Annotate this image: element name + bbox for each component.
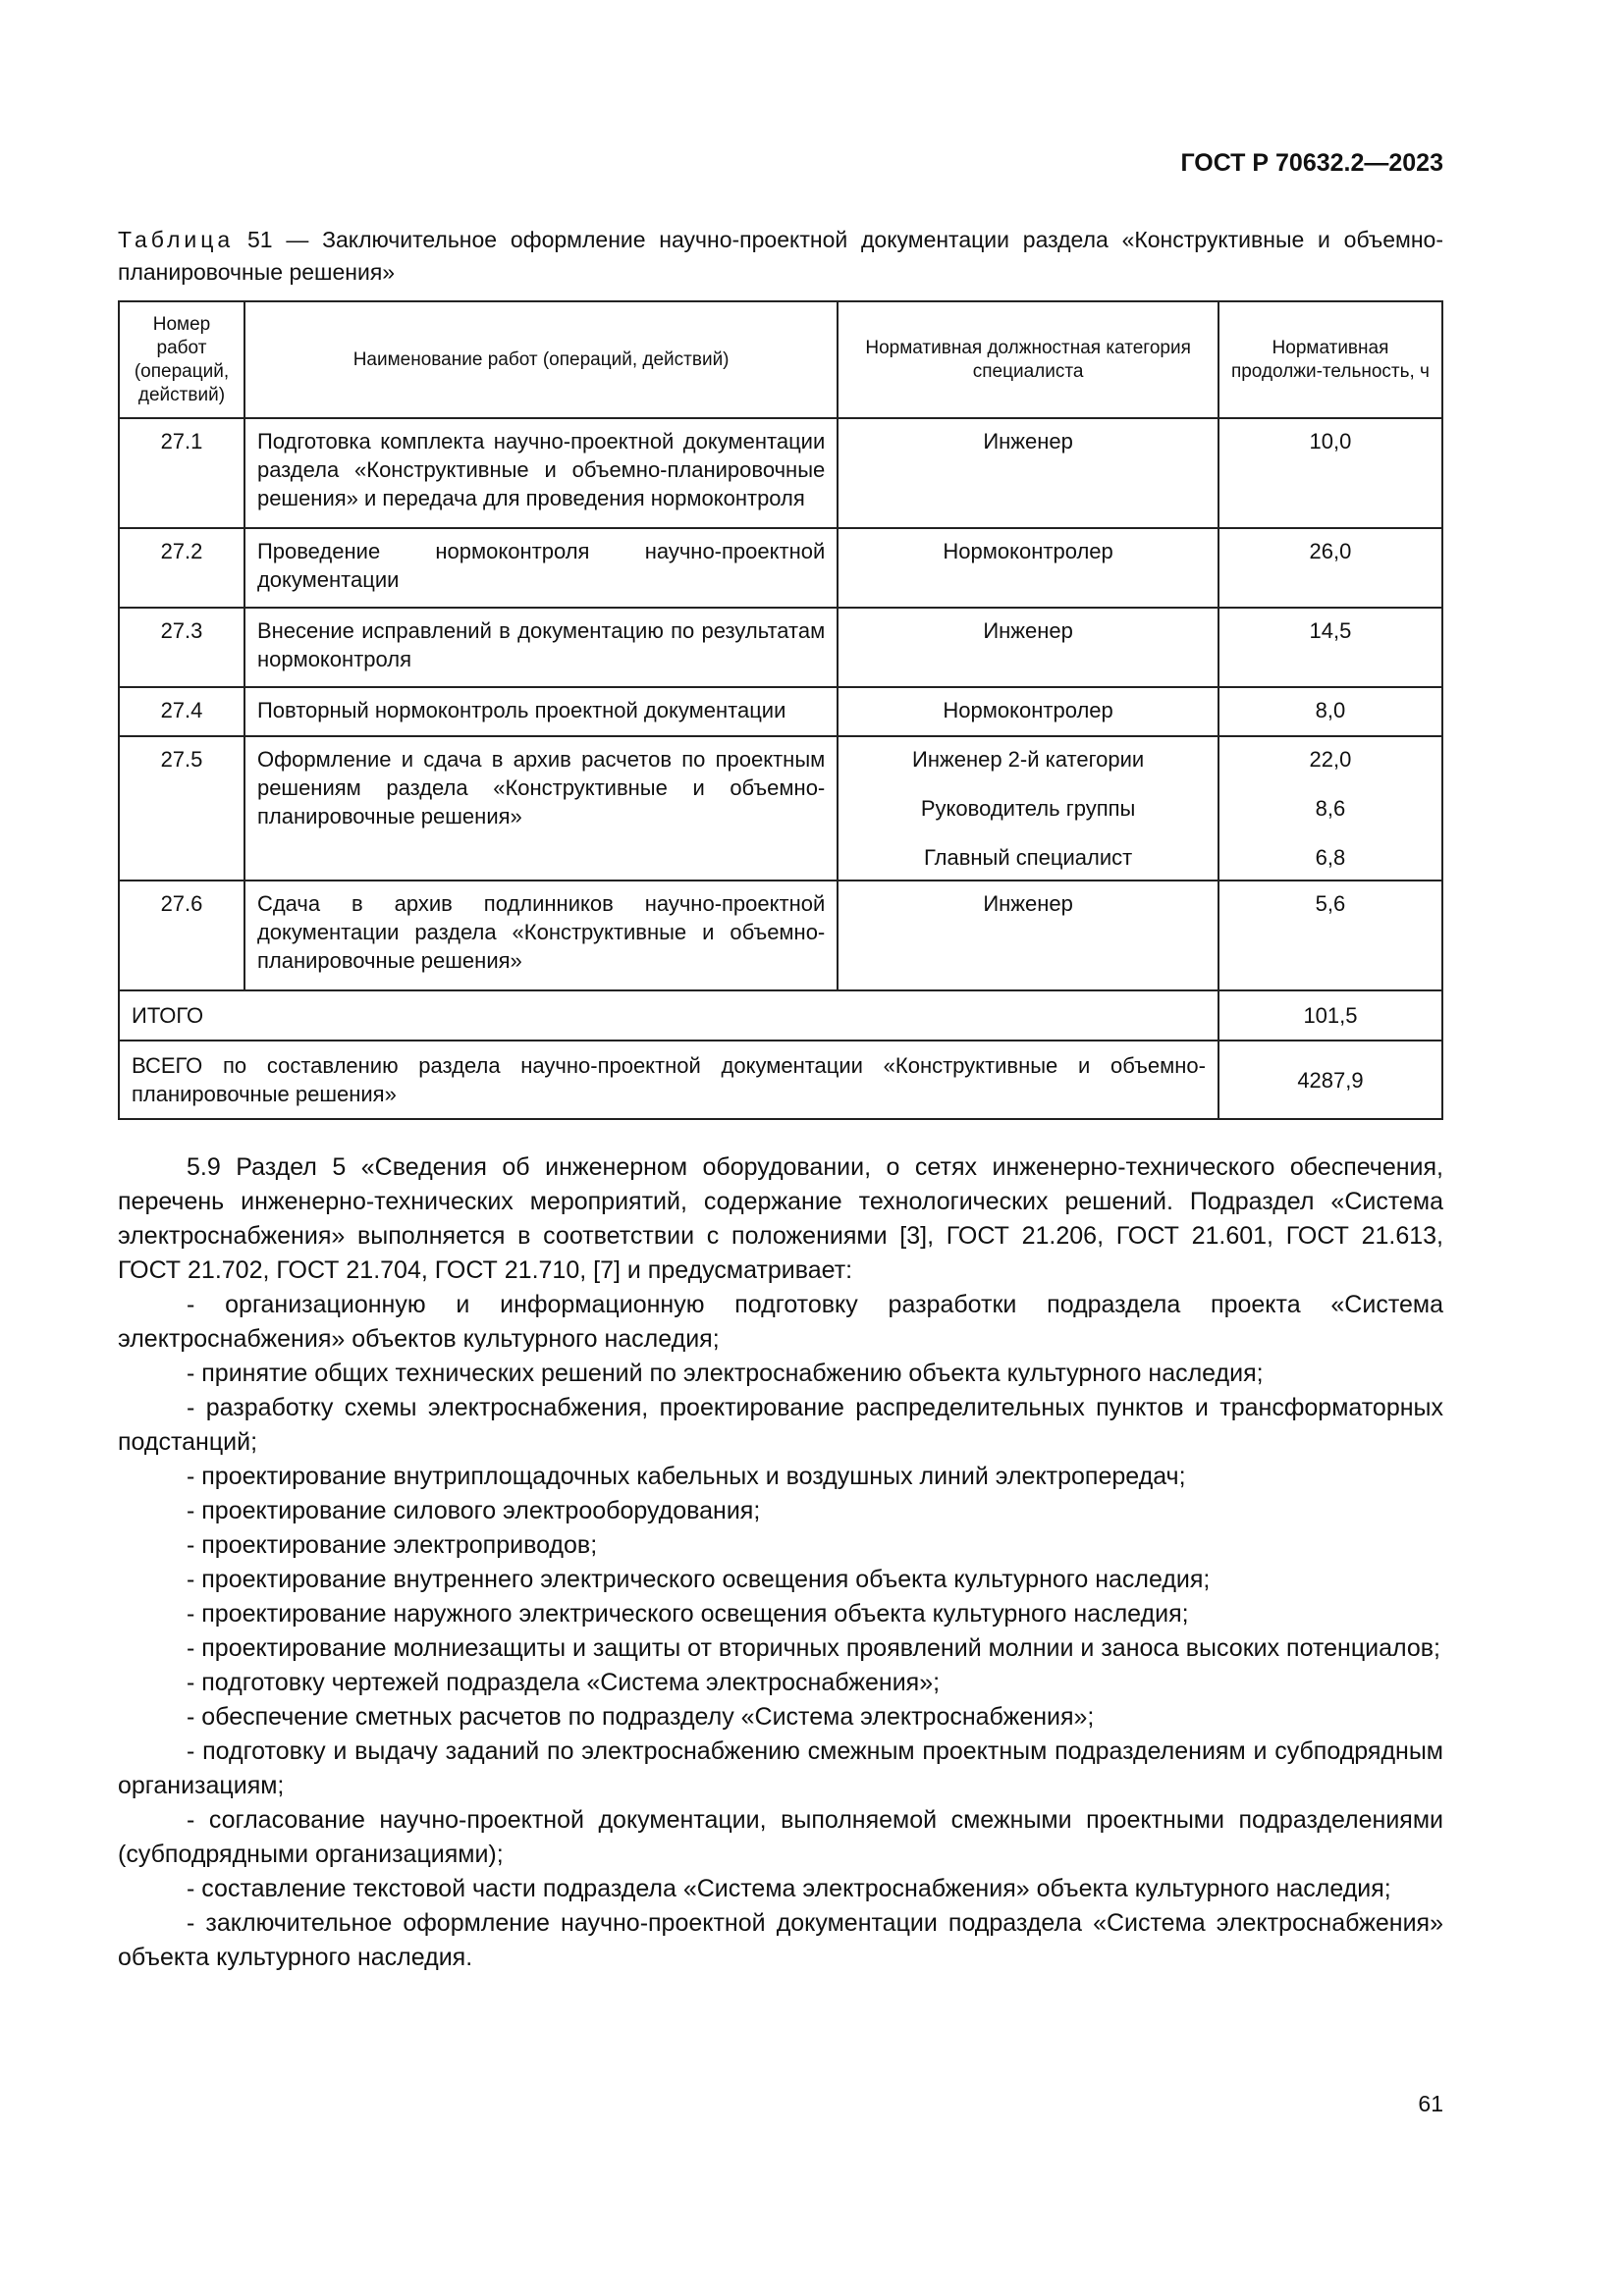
row-category: Руководитель группы xyxy=(920,796,1136,821)
table-caption-label: Таблица xyxy=(118,227,235,252)
list-item: - проектирование электроприводов; xyxy=(187,1531,598,1559)
list-item: - согласование научно-проектной документации, выполняемой смежными проектными подразделениями (субподрядными организациями); xyxy=(118,1806,1443,1868)
row-name: Повторный нормоконтроль проектной документации xyxy=(244,687,838,736)
list-item: - проектирование внутриплощадочных кабельных и воздушных линий электропередач; xyxy=(187,1463,1186,1490)
row-name: Оформление и сдача в архив расчетов по проектным решениям раздела «Конструктивные и объемно-планировочные решения» xyxy=(244,736,838,881)
list-item: - проектирование молниезащиты и защиты от вторичных проявлений молнии и заноса высоких потенциалов; xyxy=(187,1634,1441,1662)
row-category: Инженер xyxy=(838,881,1218,990)
row-name: Подготовка комплекта научно-проектной документации раздела «Конструктивные и объемно-планировочные решения» и передача для проведения нормоконтроля xyxy=(244,418,838,528)
row-duration: 14,5 xyxy=(1218,608,1442,687)
row-category: Нормоконтролер xyxy=(838,528,1218,608)
row-duration: 10,0 xyxy=(1218,418,1442,528)
grand-total-row xyxy=(119,1041,1442,1119)
row-duration: 8,6 xyxy=(1315,796,1346,821)
grand-total-value: 4287,9 xyxy=(1218,1041,1442,1119)
list-item: - проектирование наружного электрического освещения объекта культурного наследия; xyxy=(187,1600,1189,1628)
table-row xyxy=(119,528,1442,608)
row-duration: 26,0 xyxy=(1218,528,1442,608)
list-item: - разработку схемы электроснабжения, проектирование распределительных пунктов и трансформаторных подстанций; xyxy=(118,1394,1443,1456)
row-duration: 8,0 xyxy=(1218,687,1442,736)
row-category: Инженер xyxy=(838,418,1218,528)
table-caption xyxy=(118,224,1443,289)
row-name: Проведение нормоконтроля научно-проектной документации xyxy=(244,528,838,608)
list-item: - подготовку и выдачу заданий по электроснабжению смежным проектным подразделениям и субподрядным организациям; xyxy=(118,1737,1443,1799)
grand-total-label: ВСЕГО по составлению раздела научно-проектной документации «Конструктивные и объемно-планировочные решения» xyxy=(119,1041,1218,1119)
row-number: 27.2 xyxy=(119,528,244,608)
header-number: Номер работ (операций, действий) xyxy=(119,301,244,418)
row-category: Нормоконтролер xyxy=(838,687,1218,736)
table-row xyxy=(119,608,1442,687)
list-item: - обеспечение сметных расчетов по подразделу «Система электроснабжения»; xyxy=(187,1703,1095,1731)
total-label: ИТОГО xyxy=(119,990,1218,1041)
row-number: 27.4 xyxy=(119,687,244,736)
table-row xyxy=(119,881,1442,990)
row-name: Сдача в архив подлинников научно-проектной документации раздела «Конструктивные и объемно-планировочные решения» xyxy=(244,881,838,990)
table-header-row xyxy=(119,301,1442,418)
list-item: - заключительное оформление научно-проектной документации подраздела «Система электроснабжения» объекта культурного наследия. xyxy=(118,1909,1443,1971)
table-row xyxy=(119,418,1442,528)
row-categories xyxy=(838,736,1218,881)
document-code: ГОСТ Р 70632.2—2023 xyxy=(1180,149,1443,177)
row-duration: 22,0 xyxy=(1309,747,1352,772)
list-item: - принятие общих технических решений по электроснабжению объекта культурного наследия; xyxy=(187,1360,1264,1387)
row-name: Внесение исправлений в документацию по результатам нормоконтроля xyxy=(244,608,838,687)
row-category: Главный специалист xyxy=(923,845,1133,870)
row-category: Инженер 2-й категории xyxy=(912,747,1145,772)
table-row xyxy=(119,687,1442,736)
work-table xyxy=(118,300,1443,1120)
section-intro: 5.9 Раздел 5 «Сведения об инженерном оборудовании, о сетях инженерно-технического обеспечения, перечень инженерно-технических мероприятий, содержание технологических решений. Подраздел «Система электроснабжения» выполняется в соответствии с положениями [3], ГОСТ 21.206, ГОСТ 21.601, ГОСТ 21.613, ГОСТ 21.702, ГОСТ 21.704, ГОСТ 21.710, [7] и предусматривает: xyxy=(118,1153,1443,1284)
list-item: - организационную и информационную подготовку разработки подраздела проекта «Система электроснабжения» объектов культурного наследия; xyxy=(118,1291,1443,1353)
header-category: Нормативная должностная категория специалиста xyxy=(838,301,1218,418)
header-duration: Нормативная продолжи-тельность, ч xyxy=(1218,301,1442,418)
row-durations xyxy=(1218,736,1442,881)
total-row xyxy=(119,990,1442,1041)
list-item: - подготовку чертежей подраздела «Система электроснабжения»; xyxy=(187,1669,941,1696)
header-name: Наименование работ (операций, действий) xyxy=(244,301,838,418)
table-caption-text: 51 — Заключительное оформление научно-проектной документации раздела «Конструктивные и объемно-планировочные решения» xyxy=(118,227,1444,285)
page-number: 61 xyxy=(1418,2091,1443,2116)
row-number: 27.6 xyxy=(119,881,244,990)
row-number: 27.5 xyxy=(119,736,244,881)
row-duration: 5,6 xyxy=(1218,881,1442,990)
list-item: - проектирование силового электрооборудования; xyxy=(187,1497,761,1524)
total-value: 101,5 xyxy=(1218,990,1442,1041)
row-number: 27.3 xyxy=(119,608,244,687)
section-body xyxy=(118,1150,1443,1975)
list-item: - проектирование внутреннего электрического освещения объекта культурного наследия; xyxy=(187,1566,1211,1593)
list-item: - составление текстовой части подраздела «Система электроснабжения» объекта культурного наследия; xyxy=(187,1875,1391,1902)
row-category: Инженер xyxy=(838,608,1218,687)
table-row xyxy=(119,736,1442,881)
row-duration: 6,8 xyxy=(1315,845,1346,870)
row-number: 27.1 xyxy=(119,418,244,528)
